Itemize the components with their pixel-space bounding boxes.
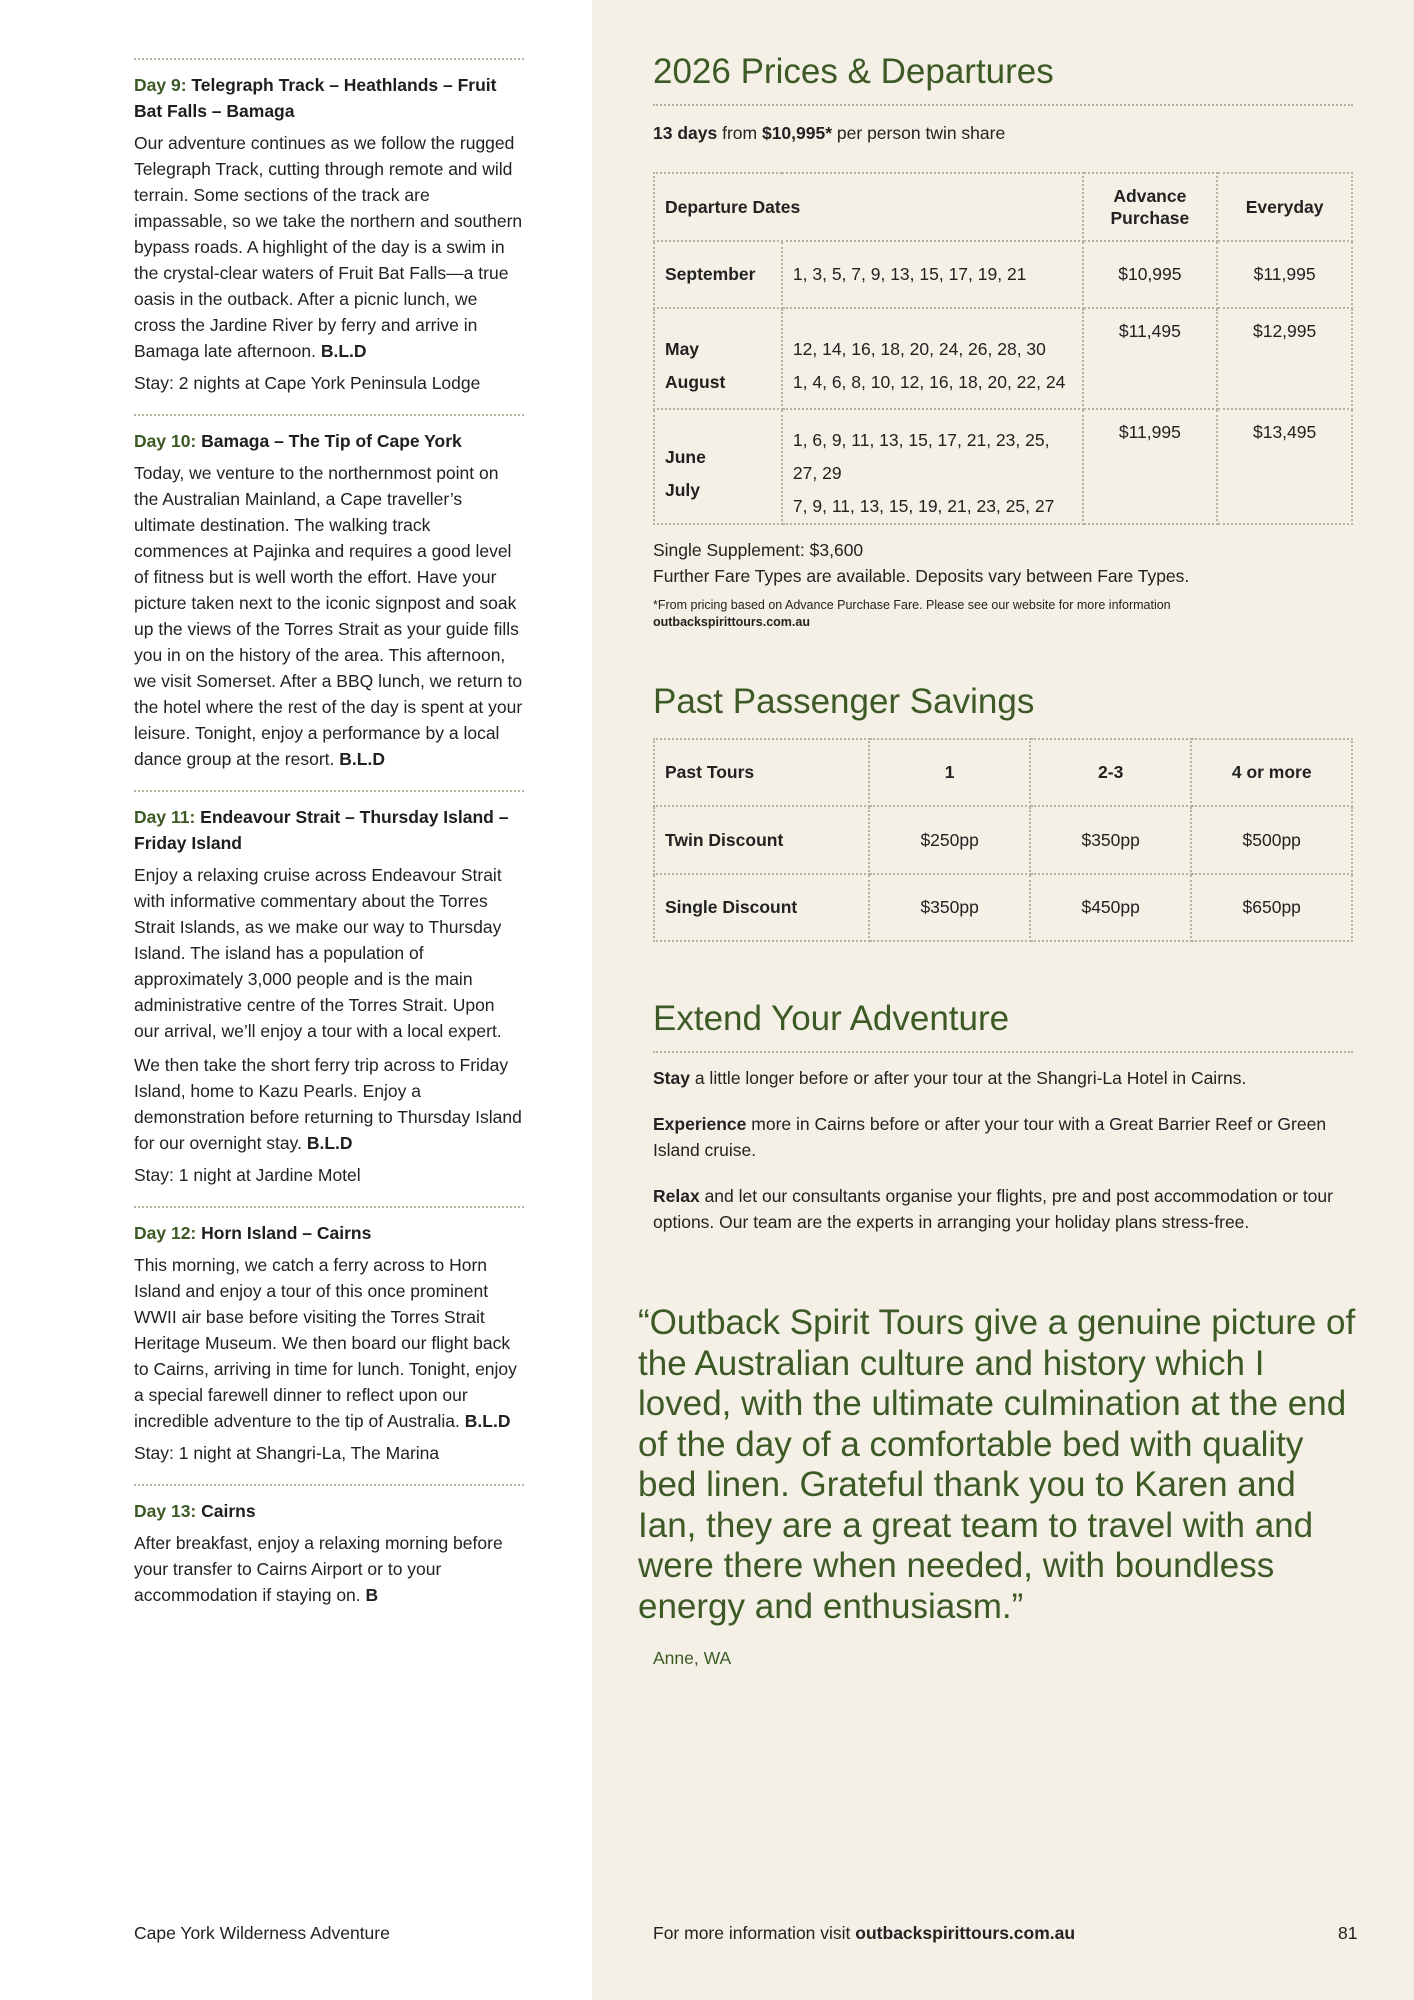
extend-item: Stay a little longer before or after your tour at the Shangri-La Hotel in Cairns. bbox=[653, 1068, 1247, 1088]
row-label: Twin Discount bbox=[654, 806, 869, 874]
dates-cell: 1, 3, 5, 7, 9, 13, 15, 17, 19, 21 bbox=[782, 241, 1083, 308]
discount-cell: $250pp bbox=[869, 806, 1030, 874]
discount-cell: $650pp bbox=[1191, 874, 1352, 941]
everyday-price: $11,995 bbox=[1217, 241, 1352, 308]
day-section bbox=[134, 1484, 524, 1608]
col-2-3: 2-3 bbox=[1030, 739, 1192, 806]
divider bbox=[653, 104, 1353, 106]
col-1: 1 bbox=[869, 739, 1030, 806]
day-heading: Telegraph Track – Heathlands – Fruit Bat Falls – Bamaga bbox=[134, 75, 497, 121]
divider bbox=[653, 1051, 1353, 1053]
discount-cell: $500pp bbox=[1191, 806, 1352, 874]
table-row bbox=[654, 241, 1352, 308]
col-4-or-more: 4 or more bbox=[1191, 739, 1352, 806]
advance-price: $11,495 bbox=[1083, 308, 1218, 409]
day-title bbox=[134, 804, 524, 856]
extend-section bbox=[653, 997, 1353, 1235]
col-advance-purchase: Advance Purchase bbox=[1083, 173, 1218, 241]
price-summary bbox=[653, 120, 1353, 146]
day-title bbox=[134, 1498, 524, 1524]
day-heading: Horn Island – Cairns bbox=[201, 1223, 372, 1243]
departures-table bbox=[653, 172, 1353, 525]
day-number: Day 13: bbox=[134, 1501, 197, 1521]
testimonial-quote: “Outback Spirit Tours give a genuine picture of the Australian culture and history which I loved, with the ultimate culmination at the end of the day of a comfortable bed with quality bed linen. Grateful thank you to Karen and Ian, they are a great team to travel with and were there when needed, with boundless energy and enthusiasm.” bbox=[638, 1303, 1356, 1626]
tour-length: 13 days bbox=[653, 123, 718, 143]
day-number: Day 12: bbox=[134, 1223, 197, 1243]
day-number: Day 9: bbox=[134, 75, 187, 95]
from-label: from bbox=[722, 123, 758, 143]
day-section bbox=[134, 790, 524, 1188]
day-paragraph: Our adventure continues as we follow the rugged Telegraph Track, cutting through remote and wild terrain. Some sections of the track are impassable, so we take the northern and southern bypass roads. A highlight of the day is a swim in the crystal-clear waters of Fruit Bat Falls—a true oasis in the outback. After a picnic lunch, we cross the Jardine River by ferry and arrive in Bamaga late afternoon. bbox=[134, 133, 523, 361]
day-paragraph: Today, we venture to the northernmost point on the Australian Mainland, a Cape traveller’s ultimate destination. The walking track commences at Pajinka and requires a good level of fitness but is well worth the effort. Have your picture taken next to the iconic signpost and soak up the views of the Torres Strait as your guide fills you in on the history of the area. This afternoon, we visit Somerset. After a BBQ lunch, we return to the hotel where the rest of the day is spent at your leisure. Tonight, enjoy a performance by a local dance group at the resort. bbox=[134, 463, 523, 769]
day-title bbox=[134, 1220, 524, 1246]
stay-info: Stay: 1 night at Shangri-La, The Marina bbox=[134, 1443, 440, 1463]
day-section bbox=[134, 58, 524, 396]
meals-code: B.L.D bbox=[339, 749, 385, 769]
day-body bbox=[134, 1252, 524, 1434]
discount-cell: $450pp bbox=[1030, 874, 1192, 941]
footer-visit-label: For more information visit bbox=[653, 1923, 851, 1943]
extend-item: Relax and let our consultants organise your flights, pre and post accommodation or tour options. Our team are the experts in arranging your holiday plans stress-free. bbox=[653, 1186, 1333, 1232]
month-cell: May August bbox=[654, 308, 782, 409]
day-heading: Endeavour Strait – Thursday Island – Friday Island bbox=[134, 807, 509, 853]
prices-section bbox=[653, 50, 1353, 631]
day-body bbox=[134, 130, 524, 364]
meals-code: B.L.D bbox=[306, 1133, 353, 1153]
savings-heading: Past Passenger Savings bbox=[653, 682, 1035, 721]
day-number: Day 11: bbox=[134, 807, 196, 827]
discount-cell: $350pp bbox=[869, 874, 1030, 941]
savings-section bbox=[653, 680, 1353, 942]
day-number: Day 10: bbox=[134, 431, 197, 451]
extend-item: Experience more in Cairns before or after your tour with a Great Barrier Reef or Green Island cruise. bbox=[653, 1114, 1327, 1160]
day-paragraph: After breakfast, enjoy a relaxing morning before your transfer to Cairns Airport or to your accommodation if staying on. bbox=[134, 1533, 503, 1605]
website-link[interactable]: outbackspirittours.com.au bbox=[653, 615, 810, 629]
table-header-row bbox=[654, 173, 1352, 241]
day-paragraph: We then take the short ferry trip across to Friday Island, home to Kazu Pearls. Enjoy a demonstration before returning to Thursday Island for our overnight stay. bbox=[134, 1055, 522, 1153]
day-paragraph: Enjoy a relaxing cruise across Endeavour Strait with informative commentary about the Torres Strait Islands, as we make our way to Thursday Island. The island has a population of approximately 3,000 people and is the main administrative centre of the Torres Strait. Upon our arrival, we’ll enjoy a tour with a local expert. bbox=[134, 865, 502, 1041]
col-departure-dates: Departure Dates bbox=[654, 173, 1083, 241]
stay-info: Stay: 1 night at Jardine Motel bbox=[134, 1165, 361, 1185]
fare-types-note: Further Fare Types are available. Deposits vary between Fare Types. bbox=[653, 566, 1190, 586]
day-body bbox=[134, 460, 524, 772]
table-row bbox=[654, 308, 1352, 409]
prices-heading: 2026 Prices & Departures bbox=[653, 52, 1054, 91]
month-cell: September bbox=[654, 241, 782, 308]
day-body bbox=[134, 1530, 524, 1608]
testimonial-author: Anne, WA bbox=[653, 1648, 732, 1668]
meals-code: B bbox=[365, 1585, 379, 1605]
footer-brochure-title: Cape York Wilderness Adventure bbox=[134, 1923, 390, 1943]
month-cell: June July bbox=[654, 409, 782, 524]
extend-heading: Extend Your Adventure bbox=[653, 999, 1010, 1038]
table-row bbox=[654, 874, 1352, 941]
day-heading: Cairns bbox=[201, 1501, 256, 1521]
day-title bbox=[134, 72, 524, 124]
page-number: 81 bbox=[1338, 1923, 1358, 1943]
dates-cell: 1, 6, 9, 11, 13, 15, 17, 21, 23, 25, 27, 29 7, 9, 11, 13, 15, 19, 21, 23, 25, 27 bbox=[782, 409, 1083, 524]
day-body bbox=[134, 862, 524, 1156]
dates-cell: 12, 14, 16, 18, 20, 24, 26, 28, 30 1, 4, 6, 8, 10, 12, 16, 18, 20, 22, 24 bbox=[782, 308, 1083, 409]
row-label: Single Discount bbox=[654, 874, 869, 941]
from-price: $10,995* bbox=[761, 123, 833, 143]
advance-price: $11,995 bbox=[1083, 409, 1218, 524]
footer-visit bbox=[653, 1920, 1075, 1946]
everyday-price: $13,495 bbox=[1217, 409, 1352, 524]
col-everyday: Everyday bbox=[1217, 173, 1352, 241]
discount-cell: $350pp bbox=[1030, 806, 1192, 874]
itinerary bbox=[134, 58, 524, 1608]
day-paragraph: This morning, we catch a ferry across to Horn Island and enjoy a tour of this once prominent WWII air base before visiting the Torres Strait Heritage Museum. We then board our flight back to Cairns, arriving in time for lunch. Tonight, enjoy a special farewell dinner to reflect upon our incredible adventure to the tip of Australia. bbox=[134, 1255, 517, 1431]
footnote: *From pricing based on Advance Purchase Fare. Please see our website for more information bbox=[653, 598, 1171, 612]
col-past-tours: Past Tours bbox=[654, 739, 869, 806]
advance-price: $10,995 bbox=[1083, 241, 1218, 308]
meals-code: B.L.D bbox=[464, 1411, 511, 1431]
meals-code: B.L.D bbox=[320, 341, 367, 361]
stay-info: Stay: 2 nights at Cape York Peninsula Lodge bbox=[134, 373, 481, 393]
table-row bbox=[654, 409, 1352, 524]
day-heading: Bamaga – The Tip of Cape York bbox=[201, 431, 462, 451]
savings-table bbox=[653, 738, 1353, 942]
day-section bbox=[134, 1206, 524, 1466]
table-header-row bbox=[654, 739, 1352, 806]
day-title bbox=[134, 428, 524, 454]
single-supplement: Single Supplement: $3,600 bbox=[653, 540, 864, 560]
footer-website-link[interactable]: outbackspirittours.com.au bbox=[855, 1923, 1076, 1943]
share-label: per person twin share bbox=[836, 123, 1006, 143]
table-row bbox=[654, 806, 1352, 874]
everyday-price: $12,995 bbox=[1217, 308, 1352, 409]
day-section bbox=[134, 414, 524, 772]
